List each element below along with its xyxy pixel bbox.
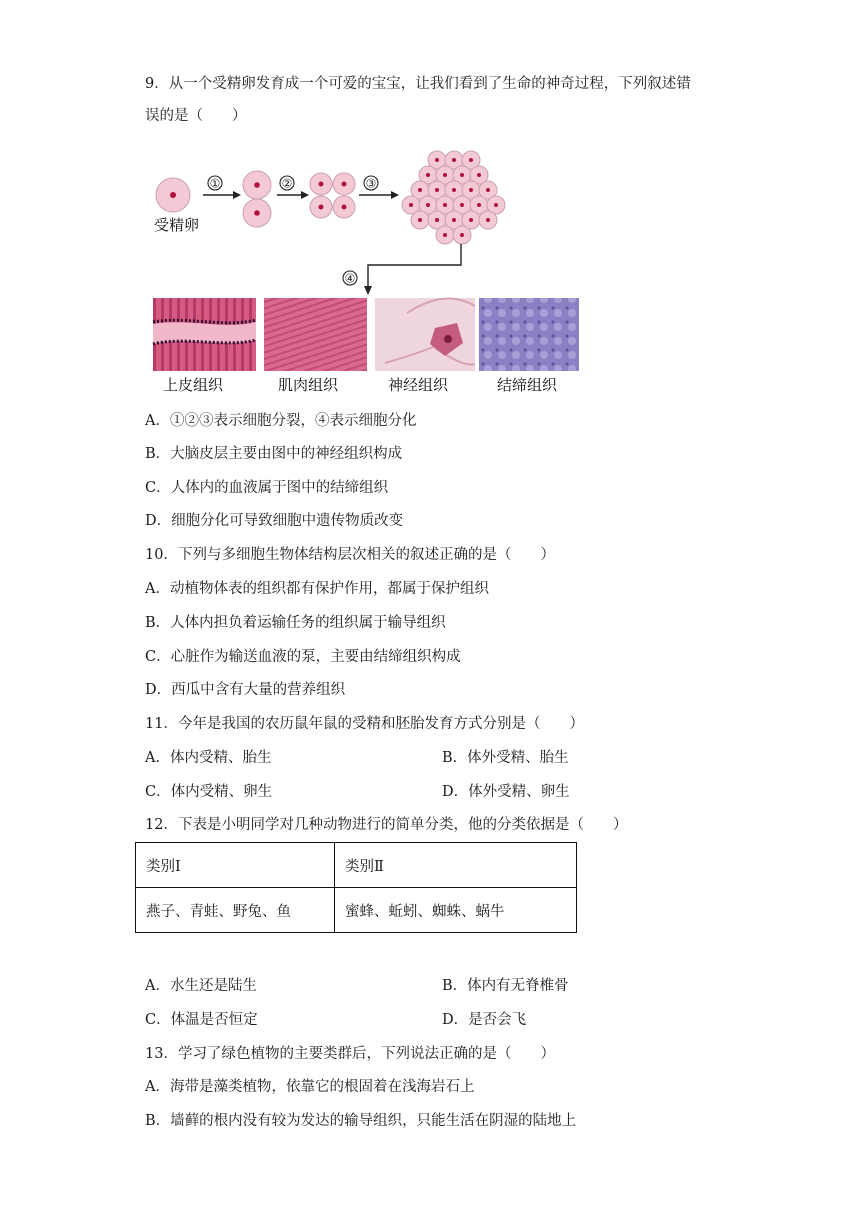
q10-option-d: D．西瓜中含有大量的营养组织: [145, 682, 346, 698]
cluster-cell-nucleus: [469, 158, 473, 162]
tissue-label-muscle: 肌肉组织: [278, 376, 339, 394]
q11-option-c: C．体内受精、卵生: [145, 784, 273, 800]
cluster-cell-nucleus: [477, 203, 481, 207]
q9-option-c: C．人体内的血液属于图中的结缔组织: [145, 480, 389, 496]
cluster-cell-nucleus: [452, 188, 456, 192]
q10-option-b: B．人体内担负着运输任务的组织属于输导组织: [145, 615, 446, 631]
cluster-cell-nucleus: [494, 203, 498, 207]
q13-option-b: B．墙藓的根内没有较为发达的输导组织，只能生活在阴湿的陆地上: [145, 1113, 577, 1129]
cluster-cell-nucleus: [443, 173, 447, 177]
muscle-tissue-image: [264, 298, 367, 371]
cluster-cell-nucleus: [435, 218, 439, 222]
cluster-cell-nucleus: [460, 173, 464, 177]
cluster-cell-nucleus: [452, 218, 456, 222]
multi-cell-cluster: [402, 151, 505, 244]
step-3-label: ③: [365, 176, 377, 191]
cluster-cell-nucleus: [469, 218, 473, 222]
embryo-development-figure: [145, 138, 605, 400]
cluster-cell-nucleus: [452, 158, 456, 162]
cluster-cell-nucleus: [435, 158, 439, 162]
q12-option-d: D．是否会飞: [442, 1012, 527, 1028]
table-header-cell: 类别Ⅰ: [136, 843, 335, 888]
step-2-label: ②: [281, 176, 293, 191]
connective-tissue-image: [479, 298, 579, 371]
step-1-label: ①: [209, 176, 221, 191]
q9-option-d: D．细胞分化可导致细胞中遗传物质改变: [145, 513, 404, 529]
cluster-cell-nucleus: [418, 218, 422, 222]
cluster-cell-nucleus: [460, 203, 464, 207]
table-header-cell: 类别Ⅱ: [335, 843, 577, 888]
q12-option-b: B．体内有无脊椎骨: [442, 978, 569, 994]
q12-option-a: A．水生还是陆生: [145, 978, 257, 994]
q10-option-c: C．心脏作为输送血液的泵，主要由结缔组织构成: [145, 649, 461, 665]
tissue-label-nerve: 神经组织: [388, 376, 449, 394]
q11-stem: 11．今年是我国的农历鼠年鼠的受精和胚胎发育方式分别是（ ）: [145, 716, 584, 732]
q10-stem: 10．下列与多细胞生物体结构层次相关的叙述正确的是（ ）: [145, 547, 555, 563]
table-header-row: [136, 843, 577, 888]
cluster-cell-nucleus: [435, 188, 439, 192]
fertilized-egg: [156, 178, 190, 212]
cluster-cell-nucleus: [426, 173, 430, 177]
q13-stem: 13．学习了绿色植物的主要类群后，下列说法正确的是（ ）: [145, 1046, 555, 1062]
cluster-cell-nucleus: [426, 203, 430, 207]
q9-stem-line1: 9．从一个受精卵发育成一个可爱的宝宝，让我们看到了生命的神奇过程，下列叙述错: [145, 76, 691, 92]
cluster-cell-nucleus: [418, 188, 422, 192]
q9-stem-line2: 误的是（ ）: [145, 108, 247, 124]
q13-option-a: A．海带是藻类植物，依靠它的根固着在浅海岩石上: [145, 1079, 475, 1095]
cluster-cell-nucleus: [477, 173, 481, 177]
tissue-label-epithelial: 上皮组织: [163, 376, 224, 394]
classification-table: [135, 842, 577, 933]
table-cell: 燕子、青蛙、野兔、鱼: [136, 888, 335, 933]
q12-option-c: C．体温是否恒定: [145, 1012, 258, 1028]
table-cell: 蜜蜂、蚯蚓、蜘蛛、蜗牛: [335, 888, 577, 933]
cluster-cell-nucleus: [443, 203, 447, 207]
tissue-label-connective: 结缔组织: [497, 376, 558, 394]
q11-option-a: A．体内受精、胎生: [145, 750, 272, 766]
cluster-cell-nucleus: [469, 188, 473, 192]
q11-option-d: D．体外受精、卵生: [442, 784, 570, 800]
q12-stem: 12．下表是小明同学对几种动物进行的简单分类，他的分类依据是（ ）: [145, 817, 628, 833]
q11-option-b: B．体外受精、胎生: [442, 750, 569, 766]
table-row: [136, 888, 577, 933]
two-cell-stage: [243, 171, 271, 227]
cluster-cell-nucleus: [443, 233, 447, 237]
nerve-tissue-image: [375, 298, 475, 371]
embryo-development-diagram: [145, 138, 605, 400]
q10-option-a: A．动植物体表的组织都有保护作用，都属于保护组织: [145, 581, 489, 597]
cluster-cell-nucleus: [460, 233, 464, 237]
q9-option-a: A．①②③表示细胞分裂，④表示细胞分化: [145, 413, 417, 429]
four-cell-stage: [310, 173, 355, 218]
cluster-cell-nucleus: [409, 203, 413, 207]
fertilized-egg-label: 受精卵: [154, 216, 200, 234]
cluster-cell-nucleus: [486, 188, 490, 192]
step-4-label: ④: [344, 271, 356, 286]
epithelial-tissue-image: [153, 298, 256, 371]
q9-option-b: B．大脑皮层主要由图中的神经组织构成: [145, 446, 403, 462]
cluster-cell-nucleus: [486, 218, 490, 222]
